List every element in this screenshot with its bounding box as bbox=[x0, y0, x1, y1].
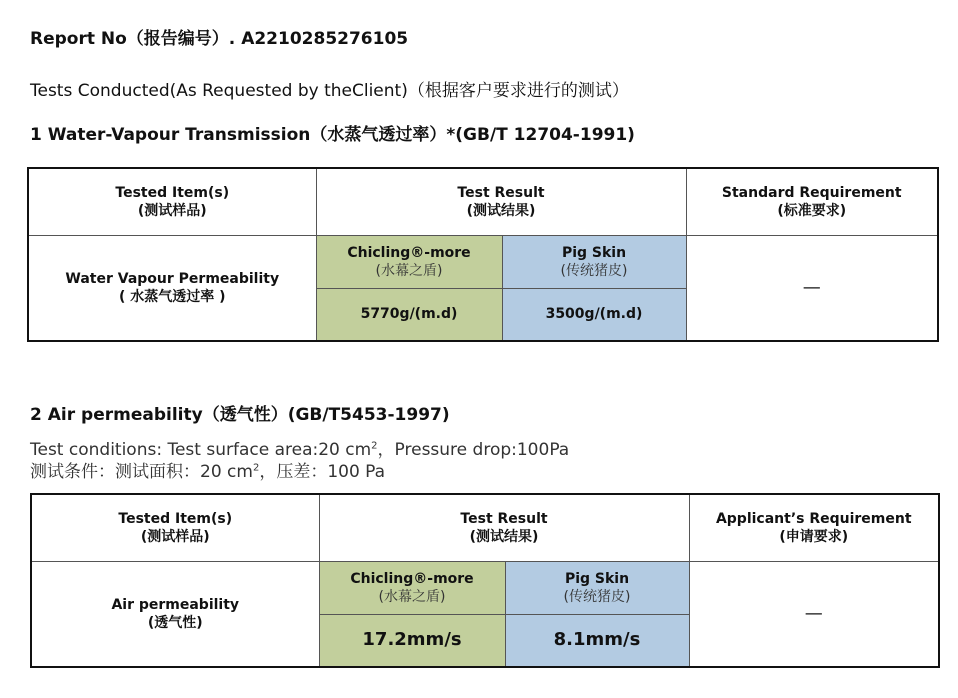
test-conditions-en: Test conditions: Test surface area:20 $cm^2$，Pressure drop:100Pa bbox=[30, 440, 570, 460]
sample1-header-cell: Chicling®-more (水幕之盾) bbox=[319, 561, 505, 614]
header-test-result: Test Result (测试结果) bbox=[319, 494, 689, 561]
requirement-cell: — bbox=[689, 561, 939, 667]
header-tested-item: Tested Item(s) (测试样品) bbox=[28, 168, 316, 235]
sample2-value-cell: 3500g/(m.d) bbox=[502, 288, 686, 341]
sample2-value-cell: 8.1mm/s bbox=[505, 614, 689, 667]
section2-title: 2 Air permeability（透气性）(GB/T5453-1997) bbox=[30, 405, 450, 425]
section1-table bbox=[27, 167, 939, 342]
tested-item-cell: Water Vapour Permeability ( 水蒸气透过率 ) bbox=[28, 235, 316, 341]
sample1-value-cell: 17.2mm/s bbox=[319, 614, 505, 667]
header-test-result: Test Result (测试结果) bbox=[316, 168, 686, 235]
test-conditions-cn: 测试条件：测试面积：20 $cm^2$，压差：100 Pa bbox=[30, 462, 386, 482]
table-row bbox=[31, 561, 939, 614]
header-applicant-requirement: Applicant’s Requirement (申请要求) bbox=[689, 494, 939, 561]
tests-conducted-heading: Tests Conducted(As Requested by theClient)（根据客户要求进行的测试） bbox=[30, 81, 629, 101]
report-number-value: A2210285276105 bbox=[241, 29, 409, 49]
sample2-header-cell: Pig Skin (传统猪皮) bbox=[502, 235, 686, 288]
section2-table bbox=[30, 493, 940, 668]
table-row bbox=[28, 235, 938, 288]
table-header-row bbox=[28, 168, 938, 235]
report-number-label: Report No（报告编号）. bbox=[30, 29, 236, 49]
header-standard-requirement: Standard Requirement (标准要求) bbox=[686, 168, 938, 235]
sample2-header-cell: Pig Skin (传统猪皮) bbox=[505, 561, 689, 614]
header-tested-item: Tested Item(s) (测试样品) bbox=[31, 494, 319, 561]
sample1-header-cell: Chicling®-more (水幕之盾) bbox=[316, 235, 502, 288]
sample1-value-cell: 5770g/(m.d) bbox=[316, 288, 502, 341]
tested-item-cell: Air permeability (透气性) bbox=[31, 561, 319, 667]
table-header-row bbox=[31, 494, 939, 561]
section1-title: 1 Water-Vapour Transmission（水蒸气透过率）*(GB/T 12704-1991) bbox=[30, 125, 635, 145]
requirement-cell: — bbox=[686, 235, 938, 341]
report-number-line bbox=[30, 24, 408, 49]
